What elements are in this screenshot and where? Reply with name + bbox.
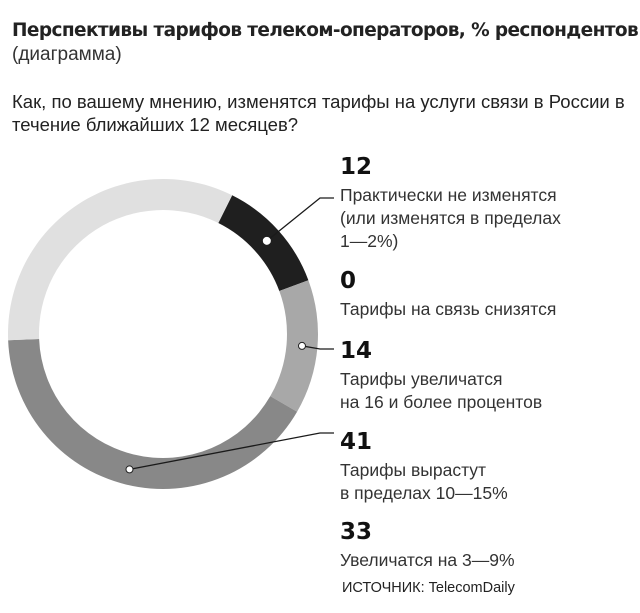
label-decrease-line-1: Тарифы на связь снизятся [340, 299, 557, 319]
chart-subtitle: (диаграмма) [12, 44, 122, 65]
label-decrease [340, 268, 635, 321]
chart-title: Перспективы тарифов телеком-операторов, % респондентов [12, 20, 639, 41]
slice-unchanged [218, 195, 308, 291]
label-unchanged-value: 12 [340, 154, 373, 180]
label-increase-10-15-value: 41 [340, 429, 373, 455]
slice-unchanged-marker [263, 237, 270, 244]
label-increase-3-9 [340, 519, 635, 572]
survey-question: Как, по вашему мнению, изменятся тарифы на услуги связи в России в течение ближайших 12 месяцев? [12, 91, 625, 135]
label-increase-10-15-line-2: в пределах 10—15% [340, 483, 508, 503]
label-unchanged-line-2: (или изменятся в пределах [340, 208, 561, 228]
label-increase-16plus [340, 338, 635, 414]
slice-increase-16plus [270, 280, 318, 412]
label-increase-10-15-line-1: Тарифы вырастут [340, 460, 487, 480]
label-unchanged [340, 154, 635, 253]
slice-increase-10-15-marker [126, 466, 133, 473]
label-increase-16plus-value: 14 [340, 338, 373, 364]
label-increase-16plus-line-2: на 16 и более процентов [340, 392, 543, 412]
label-decrease-value: 0 [340, 268, 357, 294]
label-increase-3-9-value: 33 [340, 519, 373, 545]
slice-increase-10-15 [8, 339, 297, 489]
label-increase-16plus-line-1: Тарифы увеличатся [340, 369, 503, 389]
source-note: ИСТОЧНИК: TelecomDaily [342, 580, 515, 596]
slice-increase-16plus-marker [298, 342, 305, 349]
label-unchanged-line-1: Практически не изменятся [340, 185, 557, 205]
slice-increase-3-9 [8, 179, 232, 340]
label-increase-10-15 [340, 429, 635, 505]
label-unchanged-line-3: 1—2%) [340, 231, 399, 251]
label-increase-3-9-line-1: Увеличатся на 3—9% [340, 550, 515, 570]
